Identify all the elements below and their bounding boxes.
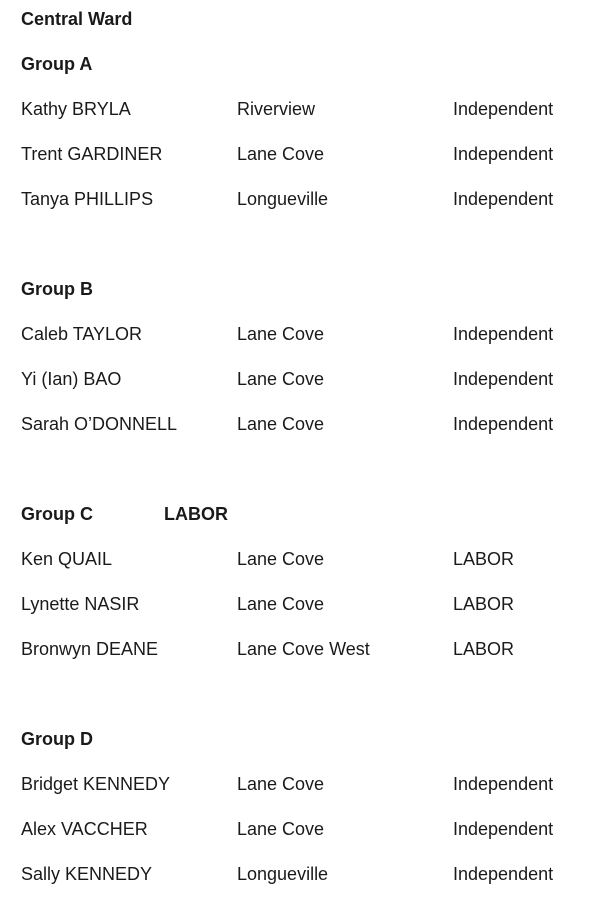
candidate-name: Tanya PHILLIPS: [21, 189, 154, 209]
candidate-party: Independent: [453, 414, 554, 434]
candidate-name: Alex VACCHER: [21, 819, 148, 839]
candidate-suburb: Riverview: [237, 99, 316, 119]
candidate-suburb: Lane Cove: [237, 324, 325, 344]
candidate-party: LABOR: [453, 594, 515, 614]
candidate-name: Sarah O’DONNELL: [21, 414, 178, 434]
candidate-name: Kathy BRYLA: [21, 99, 131, 119]
candidate-name: Bronwyn DEANE: [21, 639, 159, 659]
group-heading: Group C: [21, 504, 93, 524]
group-heading: Group D: [21, 729, 93, 749]
candidate-party: Independent: [453, 864, 554, 884]
candidate-party: Independent: [453, 189, 554, 209]
candidate-suburb: Longueville: [237, 864, 329, 884]
group-party-label: LABOR: [164, 504, 228, 524]
candidate-suburb: Lane Cove: [237, 594, 325, 614]
candidate-party: Independent: [453, 324, 554, 344]
candidate-suburb: Lane Cove: [237, 369, 325, 389]
candidate-suburb: Lane Cove West: [237, 639, 370, 659]
candidate-suburb: Lane Cove: [237, 774, 325, 794]
candidate-name: Trent GARDINER: [21, 144, 163, 164]
candidate-party: Independent: [453, 819, 554, 839]
candidate-party: Independent: [453, 774, 554, 794]
candidate-suburb: Lane Cove: [237, 144, 325, 164]
candidate-suburb: Lane Cove: [237, 549, 325, 569]
group-heading: Group B: [21, 279, 93, 299]
candidate-name: Ken QUAIL: [21, 549, 113, 569]
candidate-name: Bridget KENNEDY: [21, 774, 171, 794]
candidate-party: LABOR: [453, 549, 515, 569]
candidate-name: Lynette NASIR: [21, 594, 140, 614]
candidate-name: Sally KENNEDY: [21, 864, 153, 884]
candidate-suburb: Longueville: [237, 189, 329, 209]
candidate-party: Independent: [453, 99, 554, 119]
candidate-suburb: Lane Cove: [237, 819, 325, 839]
candidate-party: Independent: [453, 369, 554, 389]
candidate-party: Independent: [453, 144, 554, 164]
ward-title: Central Ward: [21, 9, 133, 29]
group-heading: Group A: [21, 54, 93, 74]
candidate-suburb: Lane Cove: [237, 414, 325, 434]
candidate-name: Caleb TAYLOR: [21, 324, 143, 344]
candidate-party: LABOR: [453, 639, 515, 659]
candidate-name: Yi (Ian) BAO: [21, 369, 122, 389]
